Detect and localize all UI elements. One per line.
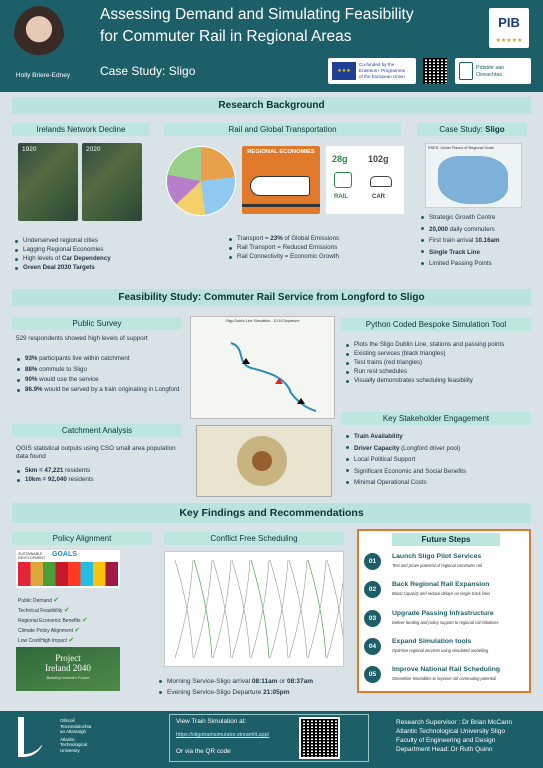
network-decline-bullets: Underserved regional cities Lagging Regional Economies High levels of Car Dependency Green Deal 2030 Targets	[14, 236, 159, 272]
survey-bullets: 93% participants live within catchment 88% commute to Sligo 90% would use the service 86.9% would be served by a train originating in Longford	[16, 354, 182, 394]
simulation-url-link[interactable]: https://sligotrainsimulator.streamlit.app/	[176, 732, 270, 738]
rses-map: RSES: Urban Places of Regional Scale	[425, 143, 522, 208]
schedule-line	[327, 560, 343, 658]
catchment-intro: QGIS statistical outputs using CSO small area population data found	[16, 445, 176, 461]
catchment-heading: Catchment Analysis	[12, 424, 182, 437]
python-tool-bullets: Plots the Sligo Dublin Line, stations and passing points Existing services (black triangles) Test trains (red triangles) Run rest schedules Visually demonstrates scheduling feasibility	[345, 340, 530, 385]
schedule-line	[308, 560, 326, 658]
scheduling-bullets: Morning Service-Sligo arrival 08:11am or 08:37am Evening Service-Sligo Departure 21:05pm	[158, 676, 353, 698]
section-research-background: Research Background	[12, 97, 531, 114]
future-step-1: 01 Launch Sligo Pilot Services Test and prove potential of regional commuter rail	[362, 551, 525, 573]
project-ireland-2040-graphic: Project Ireland 2040 Building Ireland's Future	[16, 647, 120, 691]
case-study-heading: Case Study: Sligo	[417, 123, 527, 136]
stakeholder-bullets: Train Availability Driver Capacity (Longford driver pool) Local Political Support Significant Economic and Social Benefits Minimal Operational Costs	[345, 431, 530, 489]
section-key-findings: Key Findings and Recommendations	[12, 503, 531, 523]
schedule-line	[251, 560, 269, 658]
header-qr-code[interactable]	[423, 58, 447, 84]
poster-title-line1: Assessing Demand and Simulating Feasibility	[100, 6, 414, 23]
schedule-line	[327, 560, 343, 658]
catchment-bullets: 5km = 47,221 residents 10km = 92,040 residents	[16, 466, 182, 484]
future-step-4: 04 Expand Simulation tools Optimise regional services using simulated modelling	[362, 636, 525, 658]
schedule-line	[270, 560, 288, 658]
case-study-bullets: Strategic Growth Centre 20,000 daily commuters First train arrival 10.16am Single Track Line Limited Passing Points	[420, 212, 535, 270]
future-steps-heading: Future Steps	[392, 533, 500, 546]
public-survey-heading: Public Survey	[12, 317, 182, 330]
check-icon: ✔	[53, 597, 60, 604]
poster-title-line2: for Commuter Rail in Regional Areas	[100, 28, 352, 45]
check-icon: ✔	[68, 637, 75, 644]
schedule-line	[213, 560, 231, 658]
rail-vs-car-emissions: 28g 102g RAIL CAR	[326, 146, 404, 214]
oireachtas-logo: Pdistéir san Oireachtas	[455, 58, 531, 84]
sdg-goals-graphic: SUSTAINABLE DEVELOPMENT GOALS	[16, 550, 120, 588]
qr-instruction: Or via the QR code	[176, 748, 231, 755]
check-icon: ✔	[74, 627, 81, 634]
regional-economies-graphic: REGIONAL ECONOMIES	[242, 146, 320, 214]
check-icon: ✔	[81, 617, 88, 624]
future-step-3: 03 Upgrade Passing Infrastructure Deliver funding and policy support to regional rail initiatives	[362, 608, 525, 630]
schedule-line	[270, 560, 288, 658]
author-name: Holly Briere-Edney	[15, 72, 71, 79]
schedule-line	[194, 560, 212, 658]
section-feasibility: Feasibility Study: Commuter Rail Service from Longford to Sligo	[12, 289, 531, 306]
rail-global-heading: Rail and Global Transportation	[164, 123, 401, 136]
footer-qr-code[interactable]	[299, 717, 340, 759]
rail-global-bullets: Transport = 23% of Global Emissions Rail Transport = Reduced Emissions Rail Connectivity = Economic Growth	[228, 234, 404, 261]
car-icon	[370, 176, 392, 187]
ireland-map-1920: 1920	[18, 143, 78, 221]
author-photo	[14, 6, 64, 64]
survey-intro: 529 respondents showed high levels of support	[16, 335, 148, 342]
python-tool-heading: Python Coded Bespoke Simulation Tool	[341, 318, 531, 331]
eu-flag-icon: ★★★	[332, 62, 356, 80]
schedule-line	[213, 560, 231, 658]
schedule-line	[308, 560, 326, 658]
pib-logo: PIB ★★★★★	[489, 8, 529, 48]
schedule-line	[232, 560, 250, 658]
check-icon: ✔	[63, 607, 70, 614]
rail-icon	[334, 172, 352, 188]
schedule-line	[175, 560, 193, 658]
schedule-line	[289, 560, 307, 658]
time-distance-chart[interactable]	[164, 551, 344, 667]
schedule-line	[175, 560, 193, 658]
qgis-catchment-map[interactable]	[196, 425, 332, 497]
schedule-line	[194, 560, 212, 658]
supervisor-info: Research Supervisor : Dr Brian McCann Atlantic Technological University Sligo Faculty of Engineering and Design Department Head: Dr Ruth Quinn	[396, 719, 512, 753]
schedule-lines-plot	[165, 552, 343, 666]
policy-checklist: Public Demand ✔ Technical Feasibility ✔ Regional Economic Benefits ✔ Climate Policy Alignment ✔ Low Cost/High Impact ✔	[18, 597, 88, 644]
policy-alignment-heading: Policy Alignment	[12, 532, 152, 545]
atu-logo-text: Ollscoil Teicneolaíochta an Atlantaigh Atlantic Technological University	[60, 718, 92, 753]
stakeholder-heading: Key Stakeholder Engagement	[341, 412, 531, 425]
erasmus-logo: ★★★ Co-funded by the Erasmus+ Programme of the European Union	[328, 58, 416, 84]
view-simulation-label: View Train Simulation at:	[176, 718, 247, 725]
schedule-line	[232, 560, 250, 658]
future-step-2: 02 Back Regional Rail Expansion Boost capacity and reduce delays on single track lines	[362, 579, 525, 601]
schedule-line	[251, 560, 269, 658]
network-decline-heading: Irelands Network Decline	[12, 123, 150, 136]
transport-pie-chart	[166, 146, 236, 216]
case-study-subtitle: Case Study: Sligo	[100, 64, 196, 78]
ireland-map-2020: 2020	[82, 143, 142, 221]
train-icon	[250, 176, 310, 196]
simulation-map[interactable]: Sligo Dublin Line Simulation - 10:16 Departure	[190, 316, 335, 419]
conflict-free-heading: Conflict Free Scheduling	[164, 532, 344, 545]
future-step-5: 05 Improve National Rail Scheduling Streamline timetables to improve rail commuting potential	[362, 664, 525, 686]
schedule-line	[289, 560, 307, 658]
harp-icon	[459, 62, 473, 80]
rail-line-plot	[191, 323, 336, 418]
